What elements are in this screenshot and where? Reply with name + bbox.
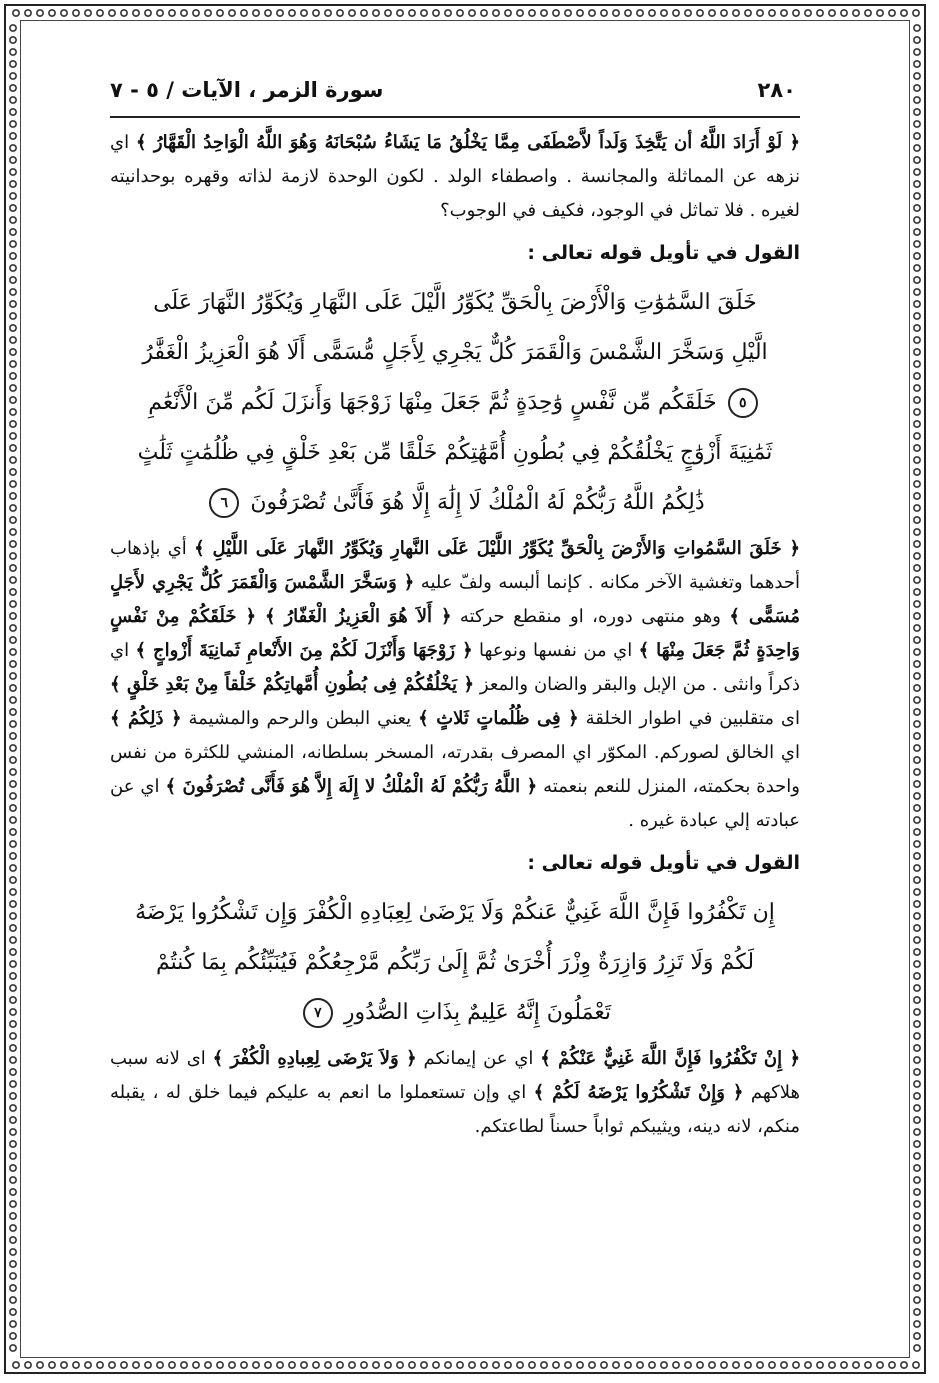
verse-text: خَلَقَ السَّمَٰوَٰتِ وَالْأَرْضَ بِالْحَقِّ يُكَوِّرُ الَّيْلَ عَلَى النَّهَارِ وَيُكَوِّرُ النَّهَارَ عَلَى الَّيْلِ وَسَخَّرَ الشَّمْسَ وَالْقَمَرَ كُلٌّ يَجْرِي لِأَجَلٍ مُّسَمًّى أَلَا هُوَ الْعَزِيزُ الْغَفَّٰرُ [142, 290, 768, 365]
commentary-text: يعني البطن والرحم والمشيمة [181, 708, 419, 729]
quran-verse-block [110, 882, 800, 1042]
border-ornament-bottom [10, 1359, 920, 1371]
paragraph [110, 532, 800, 838]
quran-quote: ﴿ إِنْ تَكْفُرُوا فَإِنَّ اللَّهَ غَنِيٌّ عَنْكُمْ ﴾ [540, 1048, 801, 1069]
quran-quote: ﴿ زَوْجَهَا وَأَنْزَلَ لَكُمْ مِنَ الأَنْعامِ ثَمانِيَةَ أَزْواجٍ ﴾ [135, 640, 473, 661]
commentary-text: اي الخالق لصوركم. المكوّر اي المصرف بقدرته، المسخر بسلطانه، المنشي للكثرة من نفس واحدة بحكمته، المنزل للنعم بنعمته [110, 742, 800, 797]
text-body [110, 126, 800, 1144]
border-ornament-top [10, 7, 920, 19]
verse-text: خَلَقَكُم مِّن نَّفْسٍ وَٰحِدَةٍ ثُمَّ جَعَلَ مِنْهَا زَوْجَهَا وَأَنزَلَ لَكُم مِّنَ الْأَنْعَٰمِ ثَمَٰنِيَةَ أَزْوَٰجٍ يَخْلُقُكُمْ فِي بُطُونِ أُمَّهَٰتِكُمْ خَلْقًا مِّن بَعْدِ خَلْقٍ فِي ظُلُمَٰتٍ ثَلَٰثٍ ذَٰلِكُمُ اللَّهُ رَبُّكُمْ لَهُ الْمُلْكُ لَا إِلَٰهَ إِلَّا هُوَ فَأَنَّىٰ تُصْرَفُونَ [137, 390, 773, 515]
border-ornament-right [911, 22, 923, 1356]
section-title: القول في تأويل قوله تعالى : [527, 242, 800, 264]
quran-quote: ﴿ وَإِنْ تَشْكُرُوا يَرْضَهُ لَكُمْ ﴾ [533, 1082, 744, 1103]
commentary-text: اي ذكراً وانثى . من الإبل والبقر والضان والمعز [110, 640, 800, 695]
quran-quote: ﴿ لَوْ أَرَادَ اللَّهُ أن يَتَّخِذَ وَلَداً لاَّصْطَفَى مِمَّا يَخْلُقُ مَا يَشَاءُ سُبْحَانَهُ وَهُوَ اللَّهُ الْوَاحِدُ الْقَهَّارُ ﴾ [135, 132, 801, 153]
quran-quote: ﴿ خَلَقَ السَّمُواتِ وَالأَرْضَ بِالْحَقِّ يُكَوِّرُ اللَّيْلَ عَلَى النَّهارِ وَيُكَوِّرُ النَّهارَ عَلَى اللَّيْلِ ﴾ [194, 538, 801, 559]
ayah-number-marker: ٦ [209, 488, 239, 518]
section-title: القول في تأويل قوله تعالى : [527, 852, 800, 874]
quran-quote: ﴿ فِى ظُلُماتٍ ثَلاثٍ ﴾ [418, 708, 579, 729]
ayah-number-marker: ٧ [303, 998, 333, 1028]
quran-quote: ﴿ وَسَخَّرَ الشَّمْسَ وَالْقَمَرَ كُلٌّ يَجْرِي لأَجَلٍ مُسَمًّى ﴾ [110, 572, 801, 627]
quran-quote: ﴿ ذَلِكُمُ ﴾ [110, 708, 182, 729]
commentary-text: أي بإذهاب أحدهما وتغشية الآخر مكانه . كإنما ألبسه ولفّ عليه [110, 538, 800, 593]
page-content [110, 70, 800, 1310]
commentary-text: اي عن عبادته إلي عبادة غيره . [110, 776, 800, 831]
page-number: ٢٨٠ [757, 78, 796, 102]
commentary-text: اي عن إيمانكم [416, 1048, 541, 1069]
quran-quote: ﴿ اللَّهُ رَبُّكُمْ لَهُ الْمُلْكُ لا إِلَهَ إِلاَّ هُوَ فَأَنَّى تُصْرَفُونَ ﴾ [165, 776, 538, 797]
verse-text: إِن تَكْفُرُوا فَإِنَّ اللَّهَ غَنِيٌّ عَنكُمْ وَلَا يَرْضَىٰ لِعِبَادِهِ الْكُفْرَ وَإِن تَشْكُرُوا يَرْضَهُ لَكُمْ وَلَا تَزِرُ وَازِرَةٌ وِزْرَ أُخْرَىٰ ثُمَّ إِلَىٰ رَبِّكُم مَّرْجِعُكُمْ فَيُنَبِّئُكُم بِمَا كُنتُمْ تَعْمَلُونَ إِنَّهُ عَلِيمٌ بِذَاتِ الصُّدُورِ [135, 900, 775, 1025]
commentary-text: اي نزهه عن المماثلة والمجانسة . واصطفاء الولد . لكون الوحدة لازمة لذاته وقهره بوحدانيته لغيره . فلا تماثل في الوجود، فكيف في الوجوب؟ [110, 132, 800, 221]
commentary-text: وهو منتهى دوره، او منقطع حركته [451, 606, 730, 627]
commentary-text: اى لانه سبب هلاكهم [110, 1048, 800, 1103]
border-ornament-left [7, 22, 19, 1356]
quran-quote: ﴿ يَخْلُقُكُمْ فِى بُطُونِ أُمَّهاتِكُمْ خَلْقاً مِنْ بَعْدِ خَلْقٍ ﴾ [110, 674, 475, 695]
commentary-text: اي من نفسها ونوعها [472, 640, 639, 661]
paragraph [110, 1042, 800, 1144]
ayah-number-marker: ٥ [728, 388, 758, 418]
quran-quote: ﴿ وَلاَ يَرْضَى لِعِبادِهِ الْكُفْرَ ﴾ [212, 1048, 417, 1069]
page-header [110, 70, 800, 118]
commentary-text: اى متقلبين في اطوار الخلقة [578, 708, 801, 729]
running-title: سورة الزمر ، الآيات / ٥ - ٧ [110, 78, 384, 102]
paragraph [110, 126, 800, 228]
quran-quote: ﴿ أَلاَ هُوَ الْعَزِيزُ الْغَفّارُ ﴾ ﴿ خَلَقَكُمْ مِنْ نَفْسٍ وَاحِدَةٍ ثُمَّ جَعَلَ مِنْهَا ﴾ [110, 606, 800, 661]
commentary-text: اي وإن تستعملوا ما انعم به عليكم فيما خلق له ، يقبله منكم، لانه دينه، ويثيبكم ثواباً حسناً لطاعتكم. [110, 1082, 800, 1137]
quran-verse-block [110, 272, 800, 532]
